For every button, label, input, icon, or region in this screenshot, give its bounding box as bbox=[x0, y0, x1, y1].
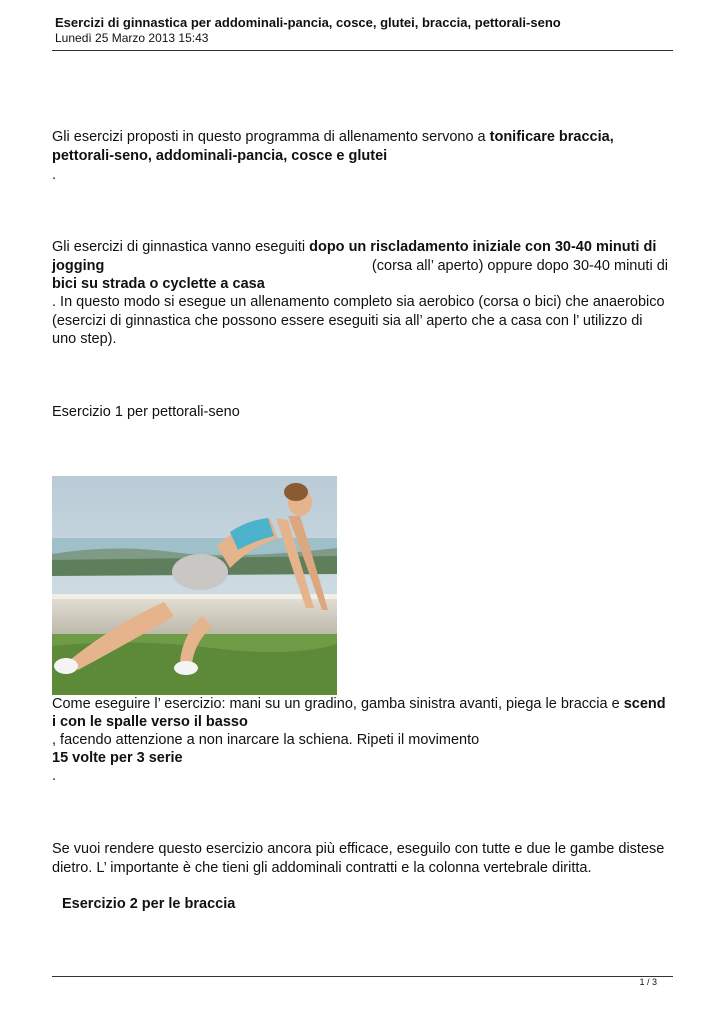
footer-divider bbox=[52, 976, 673, 977]
para2-line-1 bbox=[52, 238, 656, 256]
exercise1-tip-line-1: Se vuoi rendere questo esercizio ancora più efficace, eseguilo con tutte e due le gambe distese bbox=[52, 841, 665, 857]
page-date: Lunedì 25 Marzo 2013 15:43 bbox=[55, 31, 209, 45]
intro-text: Gli esercizi proposti in questo programma di allenamento servono a bbox=[52, 129, 490, 145]
page-number: 1 / 3 bbox=[639, 977, 657, 987]
intro-line-1 bbox=[52, 128, 614, 146]
header-divider bbox=[52, 50, 673, 51]
page-title: Esercizi di ginnastica per addominali-pancia, cosce, glutei, braccia, pettorali-seno bbox=[55, 15, 561, 30]
exercise1-desc-text: Come eseguire l’ esercizio: mani su un gradino, gamba sinistra avanti, piega le braccia e bbox=[52, 696, 624, 712]
intro-bold-1: tonificare braccia, bbox=[489, 129, 614, 145]
exercise1-tip-line-2: dietro. L’ importante è che tieni gli addominali contratti e la colonna vertebrale diritta. bbox=[52, 860, 592, 876]
para2-text: Gli esercizi di ginnastica vanno eseguiti bbox=[52, 239, 310, 255]
exercise1-reps: 15 volte per 3 serie bbox=[52, 750, 183, 766]
para2-line-4: . In questo modo si esegue un allenamento completo sia aerobico (corsa o bici) che anaerobico bbox=[52, 294, 665, 310]
intro-bold-2: pettorali-seno, addominali-pancia, cosce e glutei bbox=[52, 148, 388, 164]
exercise1-heading: Esercizio 1 per pettorali-seno bbox=[52, 404, 240, 420]
exercise1-photo bbox=[52, 476, 337, 695]
exercise1-desc-bold-2: i con le spalle verso il basso bbox=[52, 714, 248, 730]
para2-corsa: (corsa all’ aperto) oppure dopo 30-40 minuti di bbox=[371, 258, 668, 274]
exercise1-desc-dot: . bbox=[52, 768, 57, 784]
para2-line-6: uno step). bbox=[52, 331, 117, 347]
intro-dot: . bbox=[52, 167, 57, 183]
para2-bold-1: dopo un riscladamento iniziale con 30-40 minuti di bbox=[309, 239, 657, 255]
exercise1-desc-line-1 bbox=[52, 695, 666, 713]
para2-bold-bici: bici su strada o cyclette a casa bbox=[52, 276, 265, 292]
para2-line-5: (esercizi di ginnastica che possono essere eseguiti sia all’ aperto che a casa con l’ utilizzo di bbox=[52, 313, 643, 329]
exercise2-heading: Esercizio 2 per le braccia bbox=[62, 896, 236, 912]
exercise1-desc-bold-1: scend bbox=[623, 696, 666, 712]
exercise1-desc-line-3: , facendo attenzione a non inarcare la schiena. Ripeti il movimento bbox=[52, 732, 480, 748]
para2-bold-jogging: jogging bbox=[52, 258, 105, 274]
